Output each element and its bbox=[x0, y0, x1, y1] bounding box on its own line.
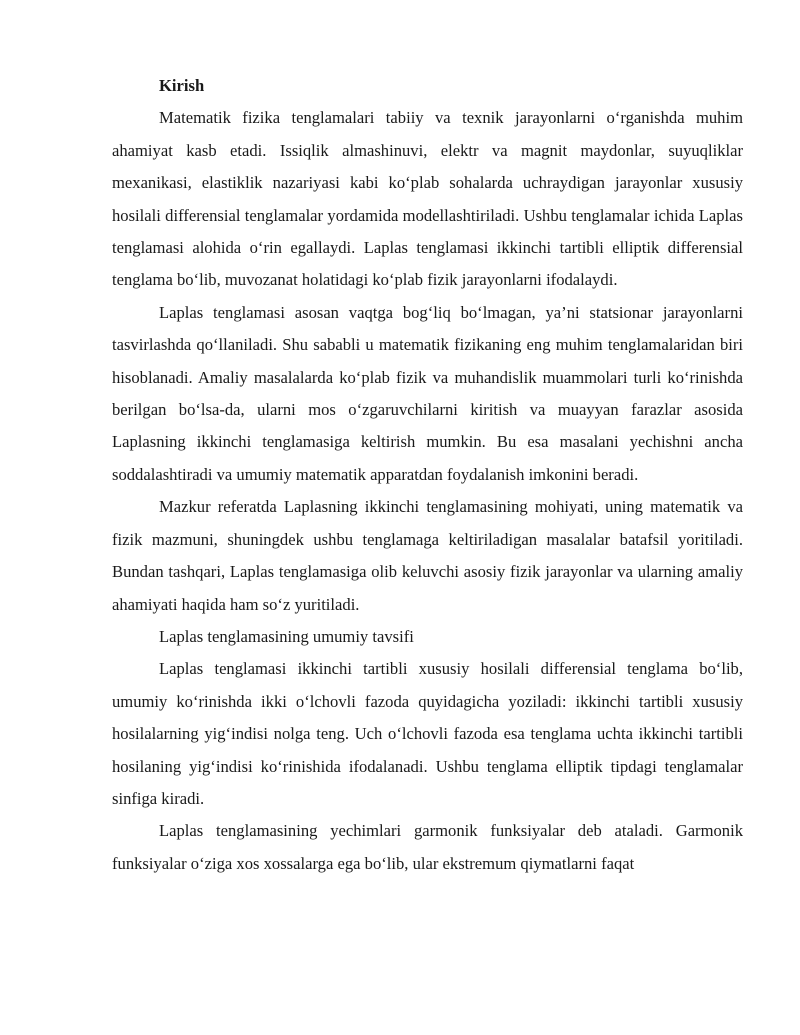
section-heading-kirish: Kirish bbox=[159, 76, 205, 95]
paragraph: Mazkur referatda Laplasning ikkinchi tenglamasining mohiyati, uning matematik va fizik mazmuni, shuningdek ushbu tenglamaga keltiriladigan masalalar batafsil yoritiladi. Bundan tashqari, Laplas tenglamasiga olib keluvchi asosiy fizik jarayonlar va ularning amaliy ahamiyati haqida ham so‘z yuritiladi. bbox=[112, 497, 743, 614]
paragraph: Laplas tenglamasi asosan vaqtga bog‘liq bo‘lmagan, ya’ni statsionar jarayonlarni tasvirlashda qo‘llaniladi. Shu sababli u matematik fizikaning eng muhim tenglamalaridan biri hisoblanadi. Amaliy masalalarda ko‘plab fizik va muhandislik muammolari turli ko‘rinishda berilgan bo‘lsa-da, ularni mos o‘zgaruvchilarni kiritish va muayyan farazlar asosida Laplasning ikkinchi tenglamasiga keltirish mumkin. Bu esa masalani yechishni ancha soddalashtiradi va umumiy matematik apparatdan foydalanish imkonini beradi. bbox=[112, 302, 743, 484]
section-heading-laplas: Laplas tenglamasining umumiy tavsifi bbox=[159, 626, 414, 646]
paragraph: Matematik fizika tenglamalari tabiiy va texnik jarayonlarni o‘rganishda muhim ahamiyat kasb etadi. Issiqlik almashinuvi, elektr va magnit maydonlar, suyuqliklar mexanikasi, elastiklik nazariyasi kabi ko‘plab sohalarda uchraydigan jarayonlar xususiy hosilali differensial tenglamalar yordamida modellashtiriladi. Ushbu tenglamalar ichida Laplas tenglamasi alohida o‘rin egallaydi. Laplas tenglamasi ikkinchi tartibli elliptik differensial tenglama bo‘lib, muvozanat holatidagi ko‘plab fizik jarayonlarni ifodalaydi. bbox=[112, 108, 743, 290]
document-body bbox=[112, 70, 743, 880]
paragraph: Laplas tenglamasi ikkinchi tartibli xususiy hosilali differensial tenglama bo‘lib, umumiy ko‘rinishda ikki o‘lchovli fazoda quyidagicha yoziladi: ikkinchi tartibli xususiy hosilalarning yig‘indisi nolga teng. Uch o‘lchovli fazoda esa tenglama uchta ikkinchi tartibli hosilaning yig‘indisi ko‘rinishida ifodalanadi. Ushbu tenglama elliptik tipdagi tenglamalar sinfiga kiradi. bbox=[112, 659, 743, 808]
paragraph: Laplas tenglamasining yechimlari garmonik funksiyalar deb ataladi. Garmonik funksiyalar o‘ziga xos xossalarga ega bo‘lib, ular ekstremum qiymatlarni faqat bbox=[112, 821, 743, 873]
